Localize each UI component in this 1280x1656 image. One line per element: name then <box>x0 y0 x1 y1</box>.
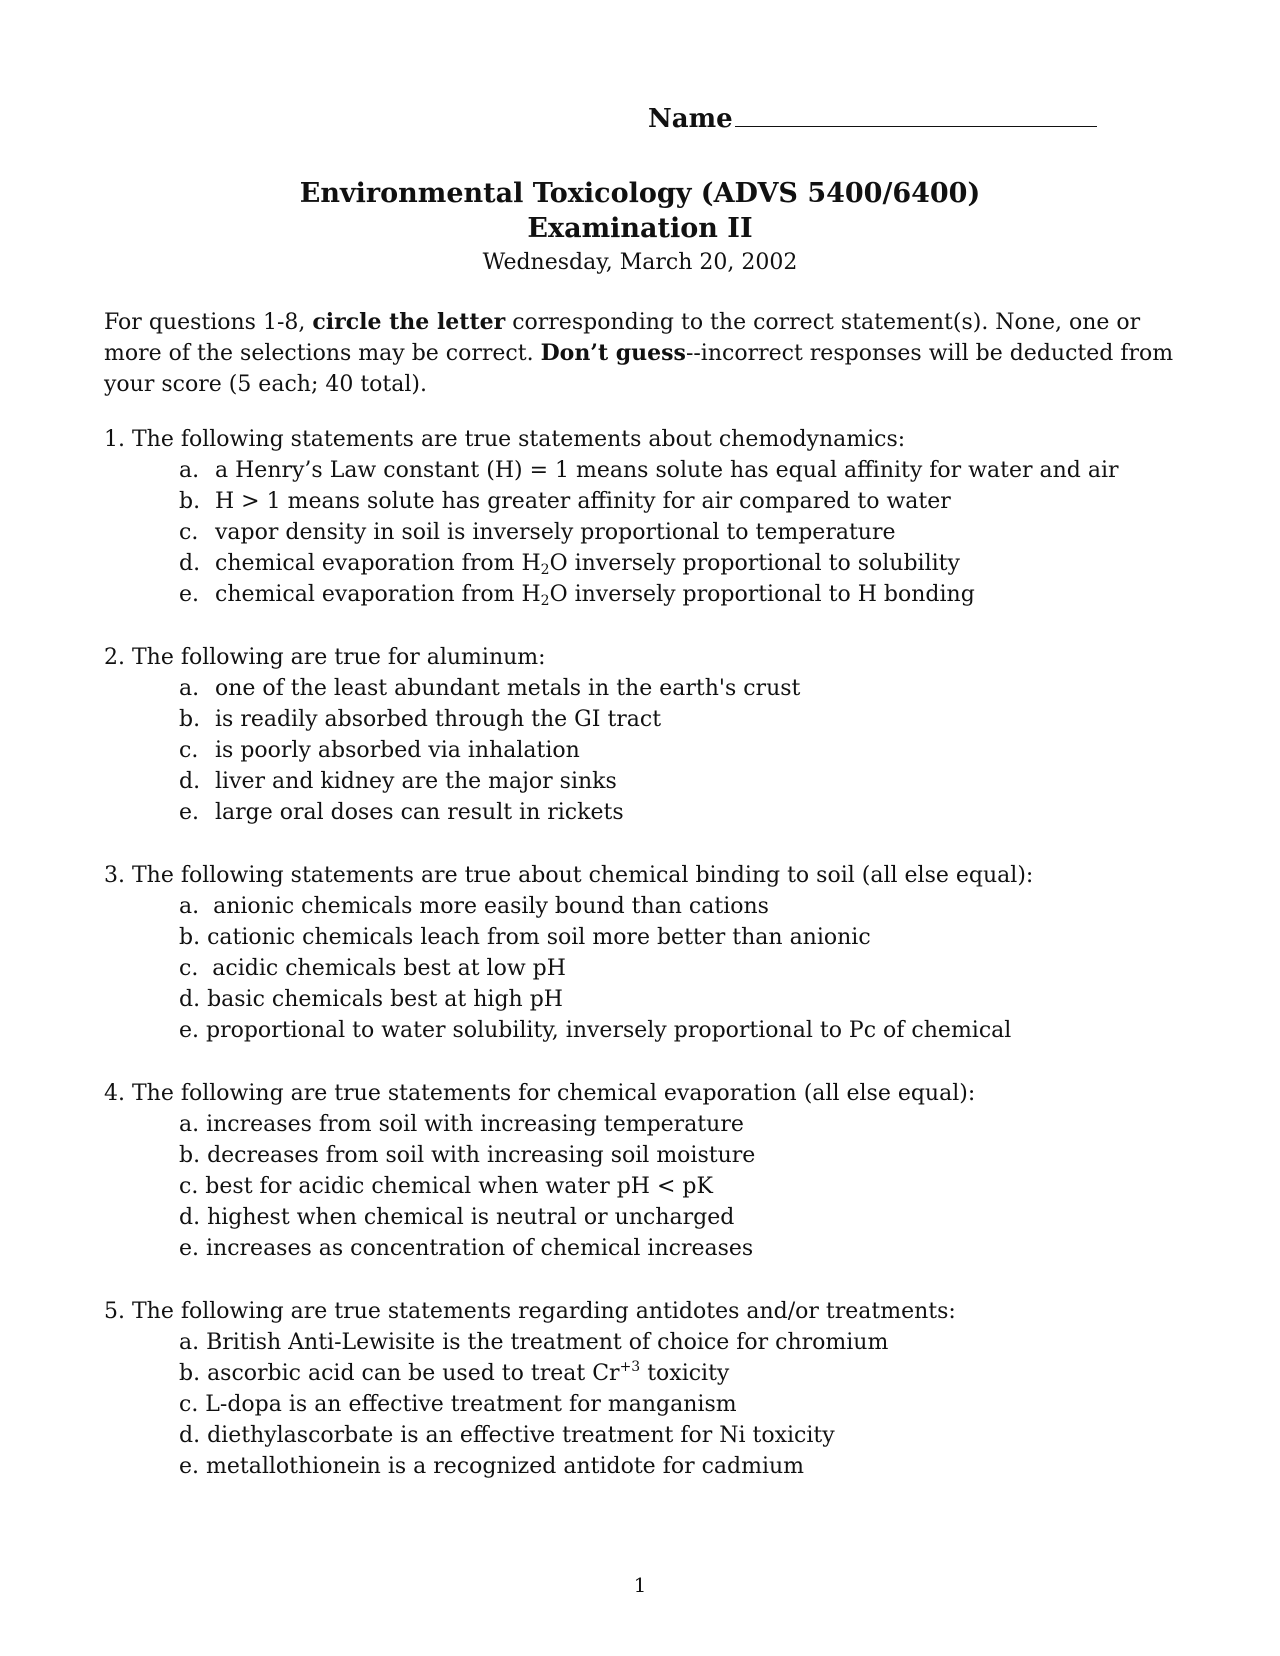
question-stem: 3. The following statements are true about chemical binding to soil (all else equal): <box>104 863 1034 888</box>
option-b[interactable]: b. decreases from soil with increasing soil moisture <box>179 1143 756 1168</box>
option-letter: d. <box>179 769 201 794</box>
option-text: b. ascorbic acid can be used to treat Cr <box>179 1361 620 1386</box>
option-text: is poorly absorbed via inhalation <box>215 738 580 763</box>
name-blank-line <box>735 104 1097 127</box>
question-4 <box>104 1078 1204 1264</box>
question-stem: 5. The following are true statements regarding antidotes and/or treatments: <box>104 1299 956 1324</box>
question-stem: 2. The following are true for aluminum: <box>104 645 546 670</box>
option-list <box>104 673 1204 828</box>
option-a[interactable]: a. anionic chemicals more easily bound than cations <box>179 894 769 919</box>
option-c[interactable]: c. best for acidic chemical when water pH < pK <box>179 1174 713 1199</box>
option-list <box>104 891 1204 1046</box>
course-title: Environmental Toxicology (ADVS 5400/6400) <box>299 178 981 209</box>
title-block <box>0 176 1280 280</box>
name-field <box>648 104 1097 134</box>
option-d[interactable] <box>179 766 1204 797</box>
question-1 <box>104 424 1204 610</box>
option-text-cont: O inversely proportional to solubility <box>549 551 960 576</box>
instructions-text-2: corresponding to the correct statement(s). None, one or more of the selections may be correct. <box>104 310 1141 366</box>
instructions-text-3: --incorrect responses will be deducted from your score (5 each; 40 total). <box>104 341 1174 397</box>
instructions-bold-1: circle the letter <box>312 309 506 335</box>
option-c[interactable] <box>179 517 1204 548</box>
option-text: chemical evaporation from H <box>215 551 541 576</box>
question-stem: 4. The following are true statements for chemical evaporation (all else equal): <box>104 1081 976 1106</box>
option-c[interactable] <box>179 735 1204 766</box>
option-letter: e. <box>179 582 200 607</box>
question-stem: 1. The following statements are true statements about chemodynamics: <box>104 427 906 452</box>
option-text-cont: toxicity <box>640 1361 730 1386</box>
option-text: is readily absorbed through the GI tract <box>215 707 662 732</box>
option-d[interactable] <box>179 548 1204 579</box>
option-letter: a. <box>179 458 200 483</box>
subscript: 2 <box>540 562 550 578</box>
question-5 <box>104 1296 1204 1482</box>
option-letter: c. <box>179 520 199 545</box>
option-b[interactable]: b. cationic chemicals leach from soil more better than anionic <box>179 925 871 950</box>
exam-title: Examination II <box>527 213 753 244</box>
question-3 <box>104 860 1204 1046</box>
option-letter: c. <box>179 738 199 763</box>
option-letter: b. <box>179 707 201 732</box>
option-text: vapor density in soil is inversely proportional to temperature <box>215 520 896 545</box>
option-a[interactable]: a. British Anti-Lewisite is the treatment of choice for chromium <box>179 1330 889 1355</box>
option-d[interactable]: d. highest when chemical is neutral or uncharged <box>179 1205 735 1230</box>
option-text: a Henry’s Law constant (H) = 1 means solute has equal affinity for water and air <box>215 458 1119 483</box>
option-e[interactable] <box>179 579 1204 610</box>
option-a[interactable]: a. increases from soil with increasing temperature <box>179 1112 744 1137</box>
option-b[interactable] <box>179 486 1204 517</box>
option-list <box>104 1109 1204 1264</box>
option-text: chemical evaporation from H <box>215 582 541 607</box>
option-d[interactable]: d. diethylascorbate is an effective treatment for Ni toxicity <box>179 1423 835 1448</box>
option-e[interactable]: e. proportional to water solubility, inversely proportional to Pc of chemical <box>179 1018 1012 1043</box>
option-b[interactable] <box>179 704 1204 735</box>
superscript: +3 <box>619 1359 641 1375</box>
subscript: 2 <box>540 593 550 609</box>
option-a[interactable] <box>179 673 1204 704</box>
option-c[interactable]: c. acidic chemicals best at low pH <box>179 956 566 981</box>
option-text-cont: O inversely proportional to H bonding <box>549 582 975 607</box>
instructions-bold-2: Don’t guess <box>540 340 686 366</box>
option-e[interactable]: e. metallothionein is a recognized antidote for cadmium <box>179 1454 805 1479</box>
option-letter: e. <box>179 800 200 825</box>
exam-date: Wednesday, March 20, 2002 <box>482 250 798 275</box>
option-letter: d. <box>179 551 201 576</box>
option-text: liver and kidney are the major sinks <box>215 769 617 794</box>
option-letter: b. <box>179 489 201 514</box>
instructions-text-1: For questions 1-8, <box>104 310 313 335</box>
instructions <box>104 307 1194 400</box>
page-number: 1 <box>633 1573 647 1597</box>
option-list <box>104 1327 1204 1482</box>
option-d[interactable]: d. basic chemicals best at high pH <box>179 987 563 1012</box>
option-c[interactable]: c. L-dopa is an effective treatment for manganism <box>179 1392 737 1417</box>
option-text: large oral doses can result in rickets <box>215 800 624 825</box>
question-2 <box>104 642 1204 828</box>
option-text: H > 1 means solute has greater affinity for air compared to water <box>215 489 951 514</box>
name-label: Name <box>648 104 733 134</box>
option-letter: a. <box>179 676 200 701</box>
option-b[interactable] <box>179 1358 1204 1389</box>
option-a[interactable] <box>179 455 1204 486</box>
option-list <box>104 455 1204 610</box>
option-e[interactable] <box>179 797 1204 828</box>
option-e[interactable]: e. increases as concentration of chemical increases <box>179 1236 754 1261</box>
option-text: one of the least abundant metals in the earth's crust <box>215 676 801 701</box>
